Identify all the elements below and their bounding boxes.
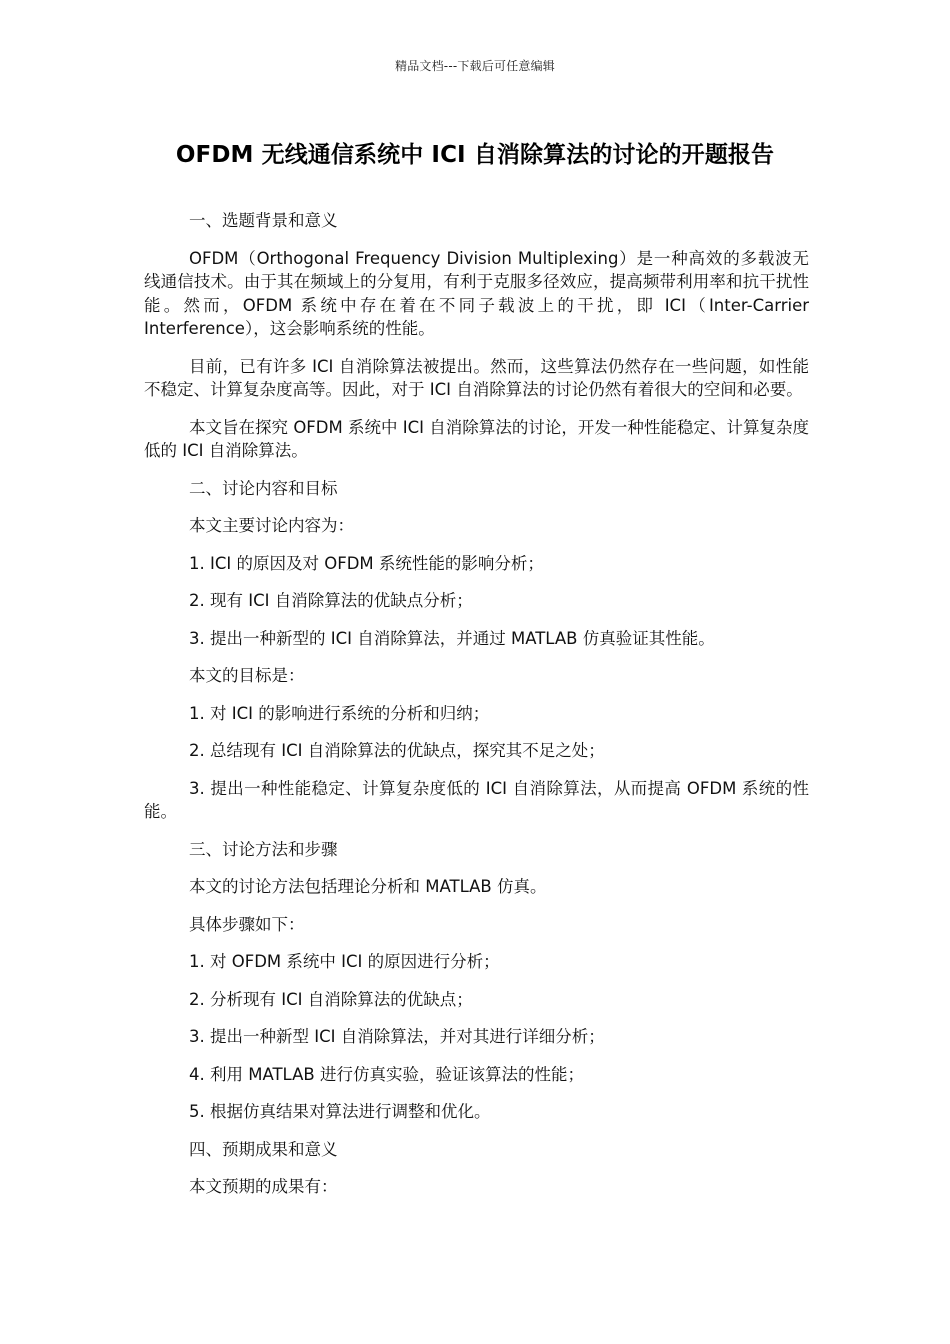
section-heading-background: 一、选题背景和意义 [189, 211, 338, 230]
list-item: 5. 根据仿真结果对算法进行调整和优化。 [189, 1102, 491, 1121]
body-paragraph: 本文的讨论方法包括理论分析和 MATLAB 仿真。 [189, 877, 547, 896]
body-paragraph: 目前，已有许多 ICI 自消除算法被提出。然而，这些算法仍然存在一些问题，如性能不稳定、计算复杂度高等。因此，对于 ICI 自消除算法的讨论仍然有着很大的空间和必要。 [144, 356, 809, 399]
list-item: 1. 对 ICI 的影响进行系统的分析和归纳； [189, 703, 490, 723]
list-item: 3. 提出一种性能稳定、计算复杂度低的 ICI 自消除算法，从而提高 OFDM 系统的性能。 [144, 778, 809, 821]
section-heading-outcomes: 四、预期成果和意义 [189, 1139, 338, 1159]
body-paragraph: OFDM（Orthogonal Frequency Division Multiplexing）是一种高效的多载波无线通信技术。由于其在频域上的分复用，有利于克服多径效应，提高频带利用率和抗干扰性能。然而，OFDM 系统中存在着在不同子载波上的干扰，即 ICI（Inter-Carrier Interference），这会影响系统的性能。 [144, 248, 809, 338]
list-item: 2. 现有 ICI 自消除算法的优缺点分析； [189, 591, 473, 610]
body-paragraph: 具体步骤如下： [189, 914, 305, 934]
list-item: 2. 总结现有 ICI 自消除算法的优缺点，探究其不足之处； [189, 741, 605, 760]
list-item: 4. 利用 MATLAB 进行仿真实验，验证该算法的性能； [189, 1064, 584, 1084]
list-item: 3. 提出一种新型的 ICI 自消除算法，并通过 MATLAB 仿真验证其性能。 [189, 628, 715, 648]
list-item: 1. 对 OFDM 系统中 ICI 的原因进行分析； [189, 952, 500, 971]
body-paragraph: 本文主要讨论内容为： [189, 516, 354, 535]
body-paragraph: 本文旨在探究 OFDM 系统中 ICI 自消除算法的讨论，开发一种性能稳定、计算复杂度低的 ICI 自消除算法。 [144, 417, 809, 460]
section-heading-method: 三、讨论方法和步骤 [189, 839, 338, 859]
body-paragraph: 本文预期的成果有： [189, 1177, 338, 1196]
page-header: 精品文档---下载后可任意编辑 [395, 59, 555, 73]
list-item: 2. 分析现有 ICI 自消除算法的优缺点； [189, 989, 473, 1009]
body-paragraph: 本文的目标是： [189, 666, 305, 685]
list-item: 1. ICI 的原因及对 OFDM 系统性能的影响分析； [189, 553, 544, 573]
section-heading-content: 二、讨论内容和目标 [189, 478, 338, 498]
list-item: 3. 提出一种新型 ICI 自消除算法，并对其进行详细分析； [189, 1027, 605, 1046]
document-title: OFDM 无线通信系统中 ICI 自消除算法的讨论的开题报告 [175, 142, 775, 168]
document-body [144, 209, 809, 1213]
